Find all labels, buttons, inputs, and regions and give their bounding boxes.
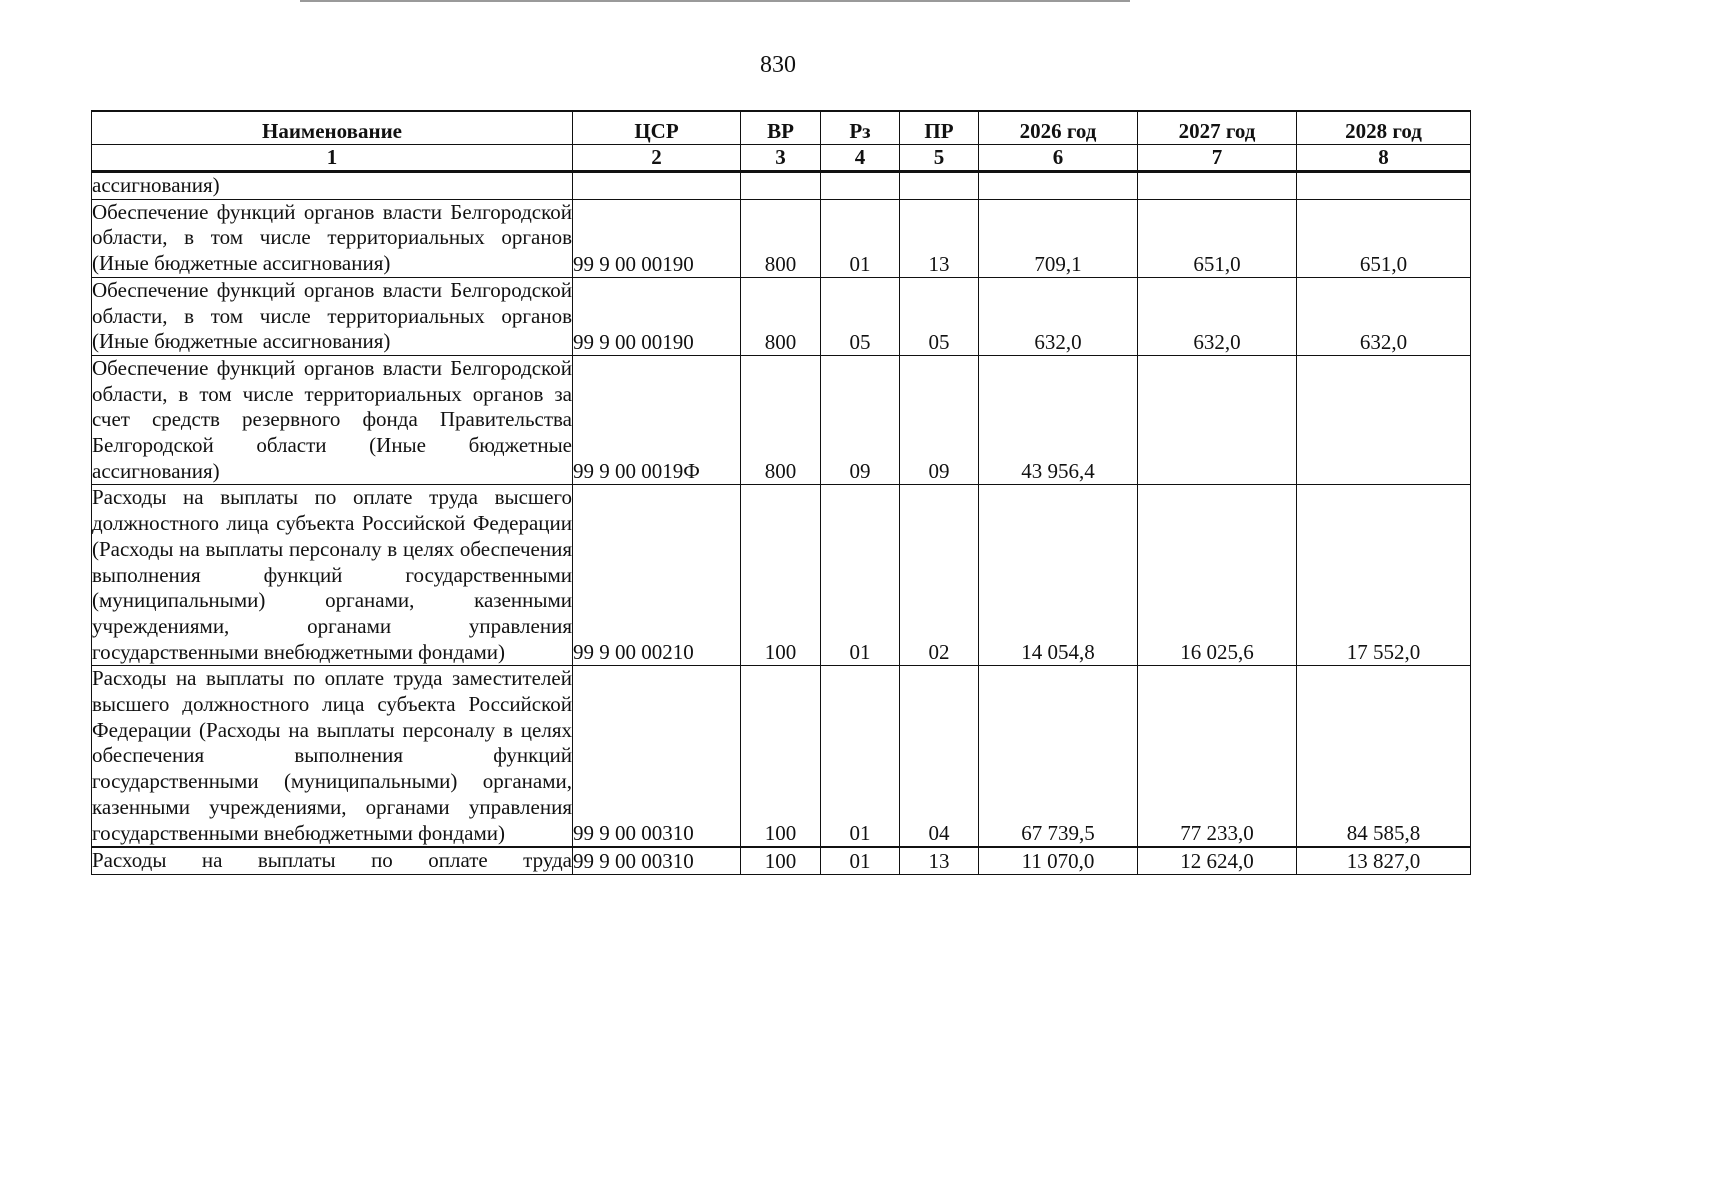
column-number-row — [92, 145, 1471, 172]
row-2027: 16 025,6 — [1138, 485, 1297, 666]
row-rz — [821, 172, 900, 200]
row-pr: 13 — [900, 847, 979, 875]
row-csr: 99 9 00 00310 — [573, 666, 741, 847]
row-2026: 43 956,4 — [979, 355, 1138, 485]
budget-table — [91, 110, 1471, 875]
row-2027: 632,0 — [1138, 277, 1297, 355]
table-row — [92, 847, 1471, 875]
row-2028 — [1297, 172, 1471, 200]
row-csr: 99 9 00 0019Ф — [573, 355, 741, 485]
row-rz: 05 — [821, 277, 900, 355]
row-rz: 01 — [821, 666, 900, 847]
table-header — [92, 111, 1471, 172]
row-pr: 13 — [900, 199, 979, 277]
row-rz: 01 — [821, 485, 900, 666]
row-2026: 14 054,8 — [979, 485, 1138, 666]
table-body — [92, 172, 1471, 875]
row-rz: 01 — [821, 847, 900, 875]
table-row — [92, 355, 1471, 485]
table-row — [92, 485, 1471, 666]
row-vr: 800 — [741, 277, 821, 355]
row-name: Расходы на выплаты по оплате труда высшего должностного лица субъекта Российской Федерации (Расходы на выплаты персоналу в целях обеспечения выполнения функций государственными (муниципальными) органами, казенными учреждениями, органами управления государственными внебюджетными фондами) — [92, 485, 573, 666]
header-2026: 2026 год — [979, 111, 1138, 145]
column-number: 4 — [821, 145, 900, 172]
row-vr: 100 — [741, 847, 821, 875]
column-number: 7 — [1138, 145, 1297, 172]
page-number: 830 — [760, 52, 796, 78]
row-csr: 99 9 00 00210 — [573, 485, 741, 666]
row-name: ассигнования) — [92, 172, 573, 200]
header-csr: ЦСР — [573, 111, 741, 145]
header-vr: ВР — [741, 111, 821, 145]
row-rz: 01 — [821, 199, 900, 277]
row-pr: 05 — [900, 277, 979, 355]
row-name: Обеспечение функций органов власти Белгородской области, в том числе территориальных органов (Иные бюджетные ассигнования) — [92, 277, 573, 355]
column-number: 8 — [1297, 145, 1471, 172]
column-number: 3 — [741, 145, 821, 172]
row-vr: 100 — [741, 485, 821, 666]
table-row — [92, 277, 1471, 355]
row-pr — [900, 172, 979, 200]
column-number: 6 — [979, 145, 1138, 172]
header-2028: 2028 год — [1297, 111, 1471, 145]
row-name: Расходы на выплаты по оплате труда заместителей высшего должностного лица субъекта Российской Федерации (Расходы на выплаты персоналу в целях обеспечения выполнения функций государственными (муниципальными) органами, казенными учреждениями, органами управления государственными внебюджетными фондами) — [92, 666, 573, 847]
row-2027: 651,0 — [1138, 199, 1297, 277]
row-2027: 77 233,0 — [1138, 666, 1297, 847]
row-2026: 67 739,5 — [979, 666, 1138, 847]
row-2027 — [1138, 355, 1297, 485]
row-2027: 12 624,0 — [1138, 847, 1297, 875]
row-2028: 17 552,0 — [1297, 485, 1471, 666]
scan-top-rule — [300, 0, 1130, 2]
header-rz: Рз — [821, 111, 900, 145]
row-2028: 651,0 — [1297, 199, 1471, 277]
row-vr: 800 — [741, 355, 821, 485]
row-2026: 11 070,0 — [979, 847, 1138, 875]
row-vr: 100 — [741, 666, 821, 847]
column-number: 1 — [92, 145, 573, 172]
table-row — [92, 172, 1471, 200]
column-number: 2 — [573, 145, 741, 172]
row-2028: 84 585,8 — [1297, 666, 1471, 847]
row-pr: 02 — [900, 485, 979, 666]
row-vr: 800 — [741, 199, 821, 277]
row-csr — [573, 172, 741, 200]
row-2027 — [1138, 172, 1297, 200]
row-pr: 09 — [900, 355, 979, 485]
row-2028 — [1297, 355, 1471, 485]
header-name: Наименование — [92, 111, 573, 145]
row-vr — [741, 172, 821, 200]
row-2026 — [979, 172, 1138, 200]
row-csr: 99 9 00 00190 — [573, 277, 741, 355]
row-rz: 09 — [821, 355, 900, 485]
row-2028: 632,0 — [1297, 277, 1471, 355]
column-number: 5 — [900, 145, 979, 172]
row-name: Расходы на выплаты по оплате труда — [92, 847, 573, 875]
header-pr: ПР — [900, 111, 979, 145]
table-row — [92, 666, 1471, 847]
row-pr: 04 — [900, 666, 979, 847]
row-2026: 709,1 — [979, 199, 1138, 277]
row-name: Обеспечение функций органов власти Белгородской области, в том числе территориальных органов за счет средств резервного фонда Правительства Белгородской области (Иные бюджетные ассигнования) — [92, 355, 573, 485]
row-csr: 99 9 00 00310 — [573, 847, 741, 875]
row-2026: 632,0 — [979, 277, 1138, 355]
table-row — [92, 199, 1471, 277]
row-name: Обеспечение функций органов власти Белгородской области, в том числе территориальных органов (Иные бюджетные ассигнования) — [92, 199, 573, 277]
row-2028: 13 827,0 — [1297, 847, 1471, 875]
row-csr: 99 9 00 00190 — [573, 199, 741, 277]
header-2027: 2027 год — [1138, 111, 1297, 145]
header-row — [92, 111, 1471, 145]
